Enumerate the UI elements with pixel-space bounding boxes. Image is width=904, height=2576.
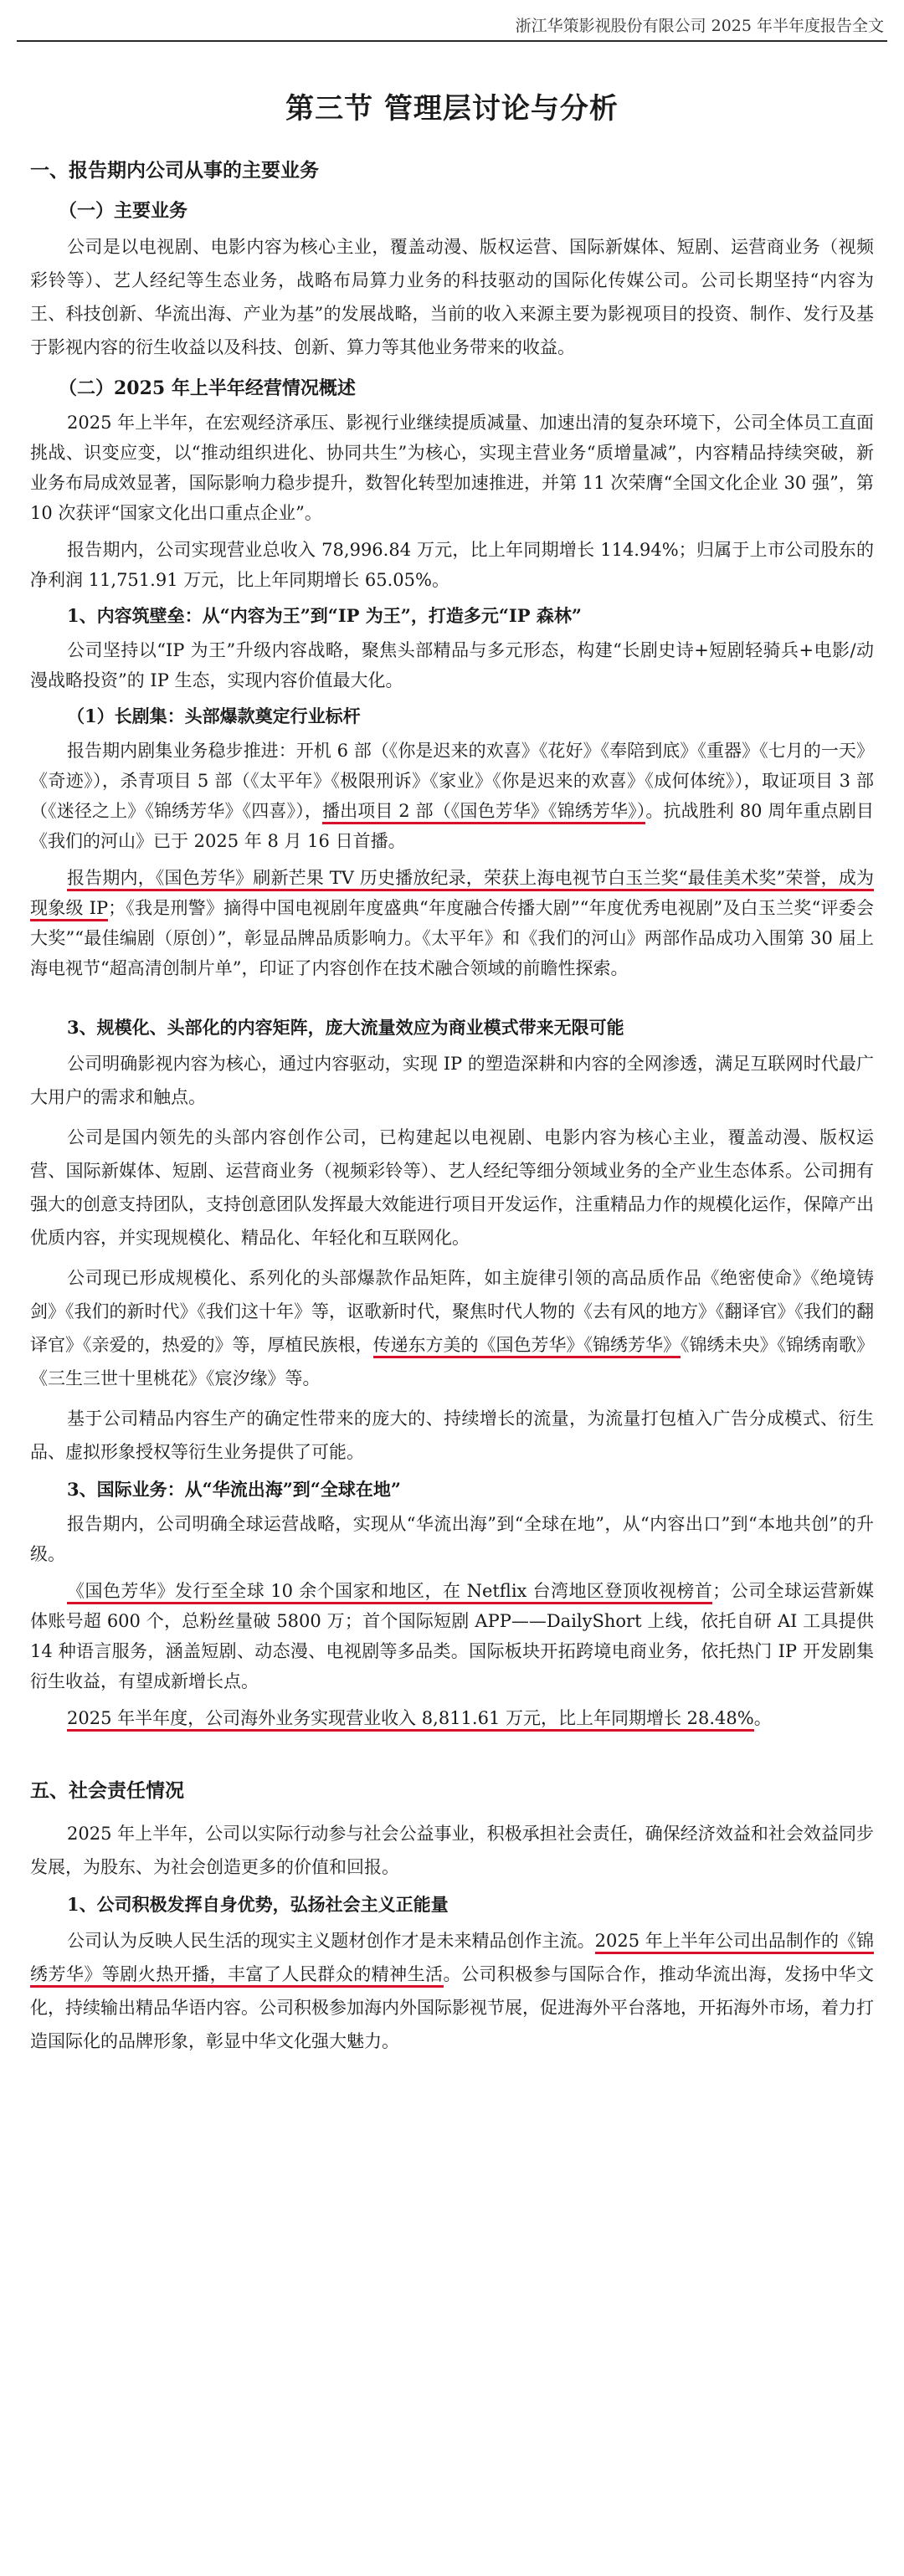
overseas-revenue-end: 。 [753,1708,772,1728]
highlight-jinxiu-fanghua: 2025 年上半年公司出品制作的《锦绣芳华》等剧火热开播，丰富了人民群众的精神生活 [30,1931,874,1988]
paragraph-ip-strategy: 公司坚持以“IP 为王”升级内容战略，聚焦头部精品与多元形态，构建“长剧史诗+短剧轻骑兵+电影/动漫战略投资”的 IP 生态，实现内容价值最大化。 [30,640,874,690]
paragraph-social-responsibility: 2025 年上半年，公司以实际行动参与社会公益事业，积极承担社会责任，确保经济效益和社会效益同步发展，为股东、为社会创造更多的价值和回报。 [30,1824,874,1877]
heading-international: 3、国际业务：从“华流出海”到“全球在地” [67,1479,401,1500]
paragraph-hit-matrix [30,1261,874,1395]
heading-content-matrix: 3、规模化、头部化的内容矩阵，庞大流量效应为商业模式带来无限可能 [67,1017,624,1038]
positive-energy-text-end: 。公司积极参与国际合作，推动华流出海，发扬中华文化，持续输出精品华语内容。公司积极参加海内外国际影视节展，促进海外平台落地，开拓海外市场，着力打造国际化的品牌形象，彰显中华文化强大魅力。 [30,1964,874,2051]
paragraph-traffic-monetization: 基于公司精品内容生产的确定性带来的庞大的、持续增长的流量，为流量打包植入广告分成模式、衍生品、虚拟形象授权等衍生业务提供了可能。 [30,1409,874,1462]
highlight-netflix-top: 《国色芳华》发行至全球 10 余个国家和地区，在 Netflix 台湾地区登顶收视榜首 [67,1581,712,1604]
paragraph-overseas-revenue [30,1703,874,1733]
series-progress-text-end: 。抗战胜利 80 周年重点剧目《我们的河山》已于 2025 年 8 月 16 日首播。 [30,801,874,851]
overseas-distribution-text: ；公司全球运营新媒体账号超 600 个，总粉丝量破 5800 万；首个国际短剧 APP——DailyShort 上线，依托自研 AI 工具提供 14 种语言服务，涵盖短剧、动态漫、电视剧等多品类。国际板块开拓跨境电商业务，依托热门 IP 开发剧集衍生收益，有望成新增长点。 [30,1581,874,1691]
page-title: 第三节 管理层讨论与分析 [285,92,619,126]
subsection-heading-main-business: （一）主要业务 [59,200,188,222]
heading-content-barrier: 1、内容筑壁垒：从“内容为王”到“IP 为王”，打造多元“IP 森林” [67,605,582,626]
report-title: 浙江华策影视股份有限公司 2025 年半年度报告全文 [515,17,884,35]
paragraph-awards [30,863,874,983]
heading-positive-energy: 1、公司积极发挥自身优势，弘扬社会主义正能量 [67,1894,449,1915]
subsection-heading-operations: （二）2025 年上半年经营情况概述 [59,377,356,399]
paragraph-company-ecosystem: 公司是国内领先的头部内容创作公司，已构建起以电视剧、电影内容为核心主业，覆盖动漫、版权运营、国际新媒体、短剧、运营商业务（视频彩铃等）、艺人经纪等细分领域业务的全产业生态体系。公司拥有强大的创意支持团队，支持创意团队发挥最大效能进行项目开发运作，注重精品力作的规模化运作，保障产出优质内容，并实现规模化、精品化、年轻化和互联网化。 [30,1127,874,1248]
page-header [0,0,904,49]
paragraph-series-progress [30,736,874,856]
section-heading-social-responsibility: 五、社会责任情况 [30,1779,184,1802]
highlight-guose-fanghua-award: 报告期内，《国色芳华》刷新芒果 TV 历史播放纪录，荣获上海电视节白玉兰奖“最佳美术奖”荣誉，成为现象级 IP [30,868,874,921]
highlight-oriental-beauty: 传递东方美的《国色芳华》《锦绣芳华》 [373,1335,681,1358]
paragraph-content-core: 公司明确影视内容为核心，通过内容驱动，实现 IP 的塑造深耕和内容的全网渗透，满足互联网时代最广大用户的需求和触点。 [30,1054,874,1107]
paragraph-positive-energy [30,1924,874,2058]
section-heading-main-business: 一、报告期内公司从事的主要业务 [30,159,319,182]
hit-matrix-text-end: 《锦绣未央》《锦绣南歌》《三生三世十里桃花》《宸汐缘》等。 [30,1335,874,1388]
paragraph-global-strategy: 报告期内，公司明确全球运营战略，实现从“华流出海”到“全球在地”，从“内容出口”到“本地共创”的升级。 [30,1514,874,1564]
positive-energy-text: 公司认为反映人民生活的现实主义题材创作才是未来精品创作主流。 [67,1931,595,1951]
document-body [30,49,874,2065]
heading-long-series: （1）长剧集：头部爆款奠定行业标杆 [67,706,361,726]
highlight-overseas-revenue: 2025 年半年度，公司海外业务实现营业收入 8,811.61 万元，比上年同期增长 28.48% [67,1708,754,1732]
highlight-aired-projects: 播出项目 2 部（《国色芳华》《锦绣芳华》） [322,801,645,824]
series-progress-text: 报告期内剧集业务稳步推进：开机 6 部（《你是迟来的欢喜》《花好》《奉陪到底》《重器》《七月的一天》《奇迹》），杀青项目 5 部（《太平年》《极限刑诉》《家业》《你是迟来的欢喜》《成何体统》），取证项目 3 部（《迷径之上》《锦绣芳华》《四喜》）， [30,741,874,821]
hit-matrix-text: 公司现已形成规模化、系列化的头部爆款作品矩阵，如主旋律引领的高品质作品《绝密使命》《绝境铸剑》《我们的新时代》《我们这十年》等，讴歌新时代，聚焦时代人物的《去有风的地方》《翻译官》《我们的翻译官》《亲爱的，热爱的》等，厚植民族根， [30,1268,874,1355]
paragraph-overseas-distribution [30,1576,874,1696]
header-divider [17,40,887,42]
paragraph-financial-results: 报告期内，公司实现营业总收入 78,996.84 万元，比上年同期增长 114.94%；归属于上市公司股东的净利润 11,751.91 万元，比上年同期增长 65.05%。 [30,540,874,590]
awards-text: ；《我是刑警》摘得中国电视剧年度盛典“年度融合传播大剧”“年度优秀电视剧”及白玉兰奖“评委会大奖”“最佳编剧（原创）”，彰显品牌品质影响力。《太平年》和《我们的河山》两部作品成功入围第 30 届上海电视节“超高清创制片单”，印证了内容创作在技术融合领域的前瞻性探索。 [30,898,874,978]
paragraph-operations-overview: 2025 年上半年，在宏观经济承压、影视行业继续提质减量、加速出清的复杂环境下，公司全体员工直面挑战、识变应变，以“推动组织进化、协同共生”为核心，实现主营业务“质增量减”，内容精品持续突破，新业务布局成效显著，国际影响力稳步提升，数智化转型加速推进，并第 11 次荣膺“全国文化企业 30 强”，第 10 次获评“国家文化出口重点企业”。 [30,413,874,523]
paragraph-main-business: 公司是以电视剧、电影内容为核心主业，覆盖动漫、版权运营、国际新媒体、短剧、运营商业务（视频彩铃等）、艺人经纪等生态业务，战略布局算力业务的科技驱动的国际化传媒公司。公司长期坚持“内容为王、科技创新、华流出海、产业为基”的发展战略，当前的收入来源主要为影视项目的投资、制作、发行及基于影视内容的衍生收益以及科技、创新、算力等其他业务带来的收益。 [30,237,874,357]
